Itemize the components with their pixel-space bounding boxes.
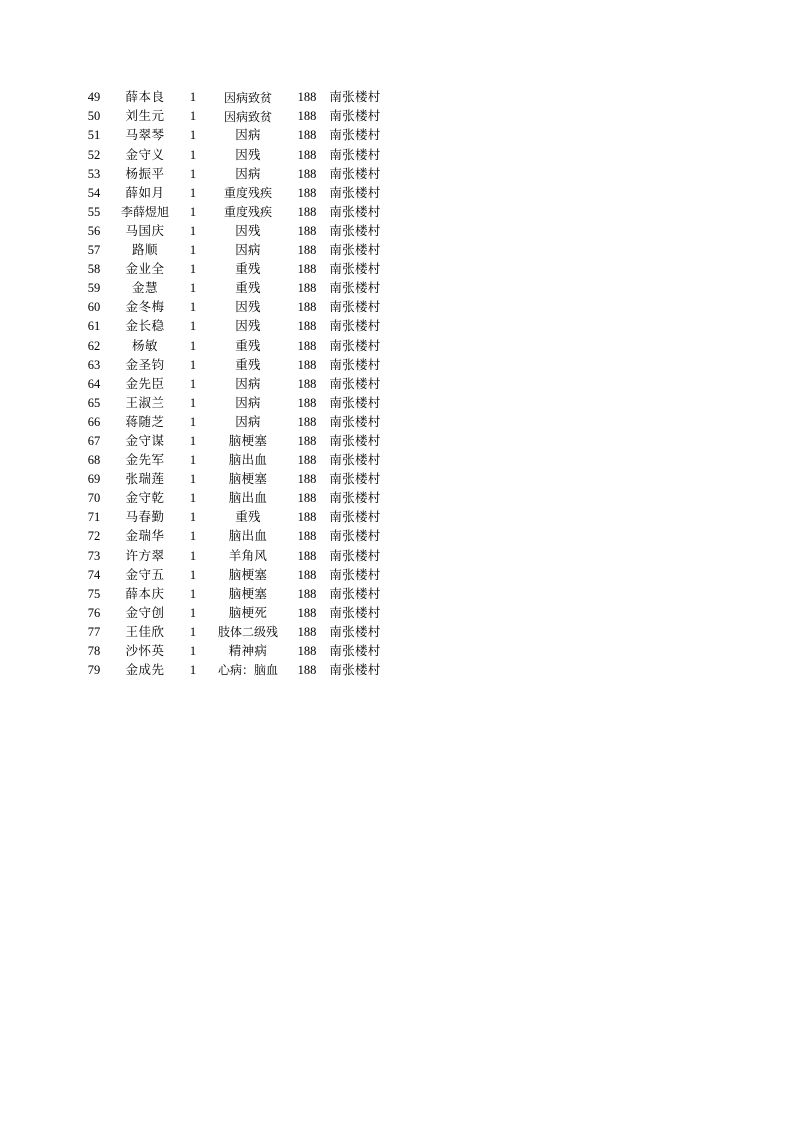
row-count: 1 <box>189 243 197 258</box>
table-row <box>78 260 386 279</box>
row-name: 薛如月 <box>125 185 165 200</box>
row-village: 南张楼村 <box>329 433 381 448</box>
row-count: 1 <box>189 663 197 678</box>
table-row <box>78 489 386 508</box>
row-amount: 188 <box>297 300 317 315</box>
row-amount: 188 <box>297 128 317 143</box>
table-row <box>78 374 386 393</box>
row-amount: 188 <box>297 262 317 277</box>
row-index: 53 <box>87 166 101 181</box>
table-row <box>78 565 386 584</box>
row-village: 南张楼村 <box>329 90 381 105</box>
row-count: 1 <box>189 605 197 620</box>
row-index: 57 <box>87 243 101 258</box>
row-reason: 脑梗塞 <box>228 433 268 448</box>
table-row <box>78 394 386 413</box>
row-name: 杨敏 <box>131 338 158 353</box>
row-count: 1 <box>189 548 197 563</box>
row-village: 南张楼村 <box>329 663 381 678</box>
row-count: 1 <box>189 147 197 162</box>
row-index: 64 <box>87 376 101 391</box>
row-reason: 重残 <box>235 510 261 525</box>
row-index: 61 <box>87 319 101 334</box>
row-village: 南张楼村 <box>329 624 381 639</box>
row-amount: 188 <box>297 491 317 506</box>
row-count: 1 <box>189 109 197 124</box>
table-row <box>78 317 386 336</box>
row-amount: 188 <box>297 166 317 181</box>
row-amount: 188 <box>297 529 317 544</box>
row-name: 杨振平 <box>125 166 165 181</box>
row-village: 南张楼村 <box>329 243 381 258</box>
row-amount: 188 <box>297 319 317 334</box>
row-amount: 188 <box>297 624 317 639</box>
row-index: 55 <box>87 204 101 219</box>
row-index: 49 <box>87 90 101 105</box>
table-row <box>78 355 386 374</box>
row-count: 1 <box>189 319 197 334</box>
table-row <box>78 470 386 489</box>
row-name: 薛本良 <box>125 90 165 105</box>
table-row <box>78 508 386 527</box>
table-row <box>78 546 386 565</box>
table-row <box>78 413 386 432</box>
row-village: 南张楼村 <box>329 128 381 143</box>
row-reason: 重度残疾 <box>223 186 272 201</box>
row-index: 51 <box>87 128 101 143</box>
row-amount: 188 <box>297 204 317 219</box>
row-amount: 188 <box>297 185 317 200</box>
row-village: 南张楼村 <box>329 472 381 487</box>
row-name: 金守义 <box>125 147 165 162</box>
row-index: 77 <box>87 624 101 639</box>
row-reason: 脑出血 <box>228 529 268 544</box>
row-village: 南张楼村 <box>329 529 381 544</box>
table-row <box>78 604 386 623</box>
row-index: 70 <box>87 491 101 506</box>
row-index: 58 <box>87 262 101 277</box>
row-village: 南张楼村 <box>329 147 381 162</box>
table-row <box>78 527 386 546</box>
row-amount: 188 <box>297 472 317 487</box>
row-index: 59 <box>87 281 101 296</box>
row-count: 1 <box>189 586 197 601</box>
row-count: 1 <box>189 491 197 506</box>
row-name: 刘生元 <box>125 109 165 124</box>
row-reason: 脑出血 <box>228 453 268 468</box>
row-village: 南张楼村 <box>329 109 381 124</box>
row-reason: 脑梗塞 <box>228 472 268 487</box>
table-row <box>78 336 386 355</box>
row-name: 金慧 <box>131 281 158 296</box>
row-name: 张瑞莲 <box>125 472 165 487</box>
row-amount: 188 <box>297 414 317 429</box>
row-reason: 重度残疾 <box>223 205 272 220</box>
table-row <box>78 451 386 470</box>
row-reason: 因病 <box>235 128 261 143</box>
row-reason: 重残 <box>235 338 261 353</box>
row-village: 南张楼村 <box>329 319 381 334</box>
row-amount: 188 <box>297 510 317 525</box>
row-index: 52 <box>87 147 101 162</box>
row-village: 南张楼村 <box>329 357 381 372</box>
table-row <box>78 241 386 260</box>
table-row <box>78 88 386 107</box>
row-village: 南张楼村 <box>329 548 381 563</box>
row-amount: 188 <box>297 395 317 410</box>
row-index: 73 <box>87 548 101 563</box>
row-amount: 188 <box>297 357 317 372</box>
row-name: 王佳欣 <box>125 624 165 639</box>
row-village: 南张楼村 <box>329 453 381 468</box>
table-row <box>78 432 386 451</box>
row-amount: 188 <box>297 586 317 601</box>
row-name: 金成先 <box>125 663 165 678</box>
row-reason: 脑出血 <box>228 491 268 506</box>
row-village: 南张楼村 <box>329 376 381 391</box>
row-name: 许方翠 <box>125 548 165 563</box>
row-name: 金业全 <box>125 262 165 277</box>
row-count: 1 <box>189 510 197 525</box>
row-name: 金守创 <box>125 605 165 620</box>
table-body <box>78 88 386 680</box>
row-count: 1 <box>189 433 197 448</box>
row-reason: 心病：脑血 <box>217 663 278 678</box>
row-name: 马翠琴 <box>125 128 165 143</box>
row-index: 75 <box>87 586 101 601</box>
row-name: 马春勤 <box>125 510 165 525</box>
row-reason: 脑梗塞 <box>228 567 268 582</box>
row-count: 1 <box>189 624 197 639</box>
row-reason: 因病 <box>235 376 261 391</box>
row-index: 60 <box>87 300 101 315</box>
row-name: 金冬梅 <box>125 300 165 315</box>
row-count: 1 <box>189 262 197 277</box>
row-count: 1 <box>189 223 197 238</box>
row-village: 南张楼村 <box>329 586 381 601</box>
row-village: 南张楼村 <box>329 395 381 410</box>
row-village: 南张楼村 <box>329 414 381 429</box>
row-reason: 因病 <box>235 414 261 429</box>
row-name: 薛本庆 <box>125 586 165 601</box>
row-reason: 脑梗死 <box>228 605 268 620</box>
table-row <box>78 183 386 202</box>
row-index: 79 <box>87 663 101 678</box>
table-row <box>78 279 386 298</box>
row-count: 1 <box>189 395 197 410</box>
table-row <box>78 203 386 222</box>
row-index: 76 <box>87 605 101 620</box>
row-index: 72 <box>87 529 101 544</box>
row-index: 62 <box>87 338 101 353</box>
row-reason: 因病致贫 <box>223 109 272 124</box>
row-name: 金守五 <box>125 567 165 582</box>
row-name: 金先军 <box>125 453 165 468</box>
row-amount: 188 <box>297 109 317 124</box>
row-village: 南张楼村 <box>329 510 381 525</box>
row-count: 1 <box>189 300 197 315</box>
row-index: 50 <box>87 109 101 124</box>
table-row <box>78 584 386 603</box>
row-name: 金圣钧 <box>125 357 165 372</box>
table-row <box>78 298 386 317</box>
row-name: 金先臣 <box>125 376 165 391</box>
row-village: 南张楼村 <box>329 338 381 353</box>
row-index: 56 <box>87 223 101 238</box>
row-village: 南张楼村 <box>329 605 381 620</box>
row-village: 南张楼村 <box>329 262 381 277</box>
row-amount: 188 <box>297 223 317 238</box>
table-row <box>78 126 386 145</box>
row-reason: 重残 <box>235 262 261 277</box>
row-reason: 因残 <box>235 300 261 315</box>
table-row <box>78 661 386 680</box>
row-reason: 肢体二级残 <box>217 625 278 640</box>
row-village: 南张楼村 <box>329 567 381 582</box>
row-index: 74 <box>87 567 101 582</box>
row-name: 金守谋 <box>125 433 165 448</box>
row-reason: 精神病 <box>228 644 268 659</box>
row-index: 67 <box>87 433 101 448</box>
row-count: 1 <box>189 166 197 181</box>
row-count: 1 <box>189 185 197 200</box>
beneficiary-table <box>78 88 386 680</box>
row-amount: 188 <box>297 605 317 620</box>
row-index: 65 <box>87 395 101 410</box>
row-reason: 脑梗塞 <box>228 586 268 601</box>
row-village: 南张楼村 <box>329 185 381 200</box>
beneficiary-table-wrapper <box>78 88 381 680</box>
row-reason: 因病 <box>235 166 261 181</box>
row-name: 沙怀英 <box>125 644 165 659</box>
row-village: 南张楼村 <box>329 281 381 296</box>
row-reason: 重残 <box>235 357 261 372</box>
row-name: 金守乾 <box>125 491 165 506</box>
row-village: 南张楼村 <box>329 491 381 506</box>
row-name: 蒋随芝 <box>125 414 165 429</box>
row-reason: 因病致贫 <box>223 90 272 105</box>
row-index: 63 <box>87 357 101 372</box>
row-index: 78 <box>87 644 101 659</box>
row-village: 南张楼村 <box>329 644 381 659</box>
row-index: 54 <box>87 185 101 200</box>
table-row <box>78 222 386 241</box>
row-count: 1 <box>189 529 197 544</box>
row-amount: 188 <box>297 376 317 391</box>
row-name: 马国庆 <box>125 223 165 238</box>
row-amount: 188 <box>297 663 317 678</box>
table-row <box>78 623 386 642</box>
row-name: 李薛煜旭 <box>120 205 169 220</box>
row-village: 南张楼村 <box>329 166 381 181</box>
row-name: 路顺 <box>131 243 158 258</box>
table-row <box>78 642 386 661</box>
row-reason: 羊角风 <box>228 548 268 563</box>
row-count: 1 <box>189 128 197 143</box>
table-row <box>78 164 386 183</box>
row-count: 1 <box>189 644 197 659</box>
row-index: 66 <box>87 414 101 429</box>
row-count: 1 <box>189 204 197 219</box>
row-index: 71 <box>87 510 101 525</box>
row-reason: 因病 <box>235 243 261 258</box>
row-reason: 因病 <box>235 395 261 410</box>
row-count: 1 <box>189 90 197 105</box>
row-amount: 188 <box>297 453 317 468</box>
row-count: 1 <box>189 338 197 353</box>
row-reason: 因残 <box>235 319 261 334</box>
row-index: 69 <box>87 472 101 487</box>
row-count: 1 <box>189 357 197 372</box>
table-row <box>78 107 386 126</box>
row-amount: 188 <box>297 433 317 448</box>
row-amount: 188 <box>297 90 317 105</box>
row-name: 金长稳 <box>125 319 165 334</box>
row-count: 1 <box>189 472 197 487</box>
row-village: 南张楼村 <box>329 204 381 219</box>
row-reason: 因残 <box>235 147 261 162</box>
row-amount: 188 <box>297 644 317 659</box>
row-amount: 188 <box>297 281 317 296</box>
row-count: 1 <box>189 414 197 429</box>
row-name: 金瑞华 <box>125 529 165 544</box>
row-count: 1 <box>189 453 197 468</box>
row-amount: 188 <box>297 147 317 162</box>
row-amount: 188 <box>297 243 317 258</box>
row-village: 南张楼村 <box>329 300 381 315</box>
row-amount: 188 <box>297 338 317 353</box>
row-village: 南张楼村 <box>329 223 381 238</box>
row-name: 王淑兰 <box>125 395 165 410</box>
row-amount: 188 <box>297 548 317 563</box>
row-count: 1 <box>189 376 197 391</box>
row-count: 1 <box>189 567 197 582</box>
row-index: 68 <box>87 453 101 468</box>
row-reason: 重残 <box>235 281 261 296</box>
table-row <box>78 145 386 164</box>
row-amount: 188 <box>297 567 317 582</box>
row-count: 1 <box>189 281 197 296</box>
row-reason: 因残 <box>235 223 261 238</box>
